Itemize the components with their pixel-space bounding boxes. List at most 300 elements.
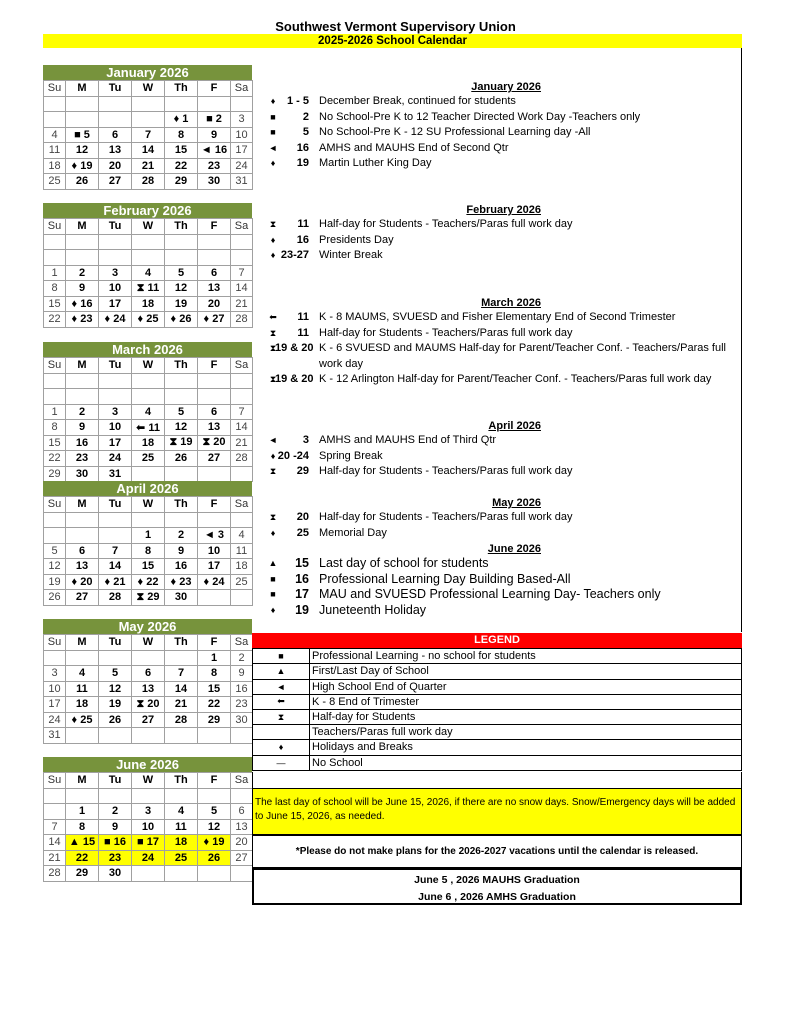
legend-label: K - 8 End of Trimester	[310, 694, 742, 709]
event-symbol-icon: ♦	[270, 250, 276, 260]
calendar-day	[99, 728, 132, 744]
event-item	[253, 572, 741, 588]
calendar-day: 15	[165, 143, 198, 159]
calendar-day: ♦ 24	[198, 574, 231, 590]
calendar-day: ♦ 26	[165, 312, 198, 328]
calendar-day: ♦ 25	[66, 712, 99, 728]
calendar-day: 28	[132, 174, 165, 190]
calendar-day: 8	[44, 420, 66, 436]
event-item	[253, 556, 741, 572]
calendar-day: 9	[99, 819, 132, 835]
legend-label: Holidays and Breaks	[310, 740, 742, 755]
weekday-header: Tu	[99, 81, 132, 97]
weekday-header: Tu	[99, 773, 132, 789]
calendar-day	[198, 389, 231, 405]
event-symbol-icon: ◄	[268, 435, 278, 445]
calendar-day: 1	[132, 528, 165, 544]
calendar-day: 5	[44, 543, 66, 559]
calendar-day: 9	[165, 543, 198, 559]
calendar-day	[66, 728, 99, 744]
calendar-day: 23	[99, 850, 132, 866]
calendar-day	[165, 96, 198, 112]
event-description: Memorial Day	[319, 526, 387, 539]
calendar-month-title: March 2026	[43, 342, 252, 357]
event-description: Winter Break	[319, 249, 383, 261]
calendar-day	[99, 112, 132, 128]
calendar-day: 10	[99, 420, 132, 436]
calendar-day	[165, 512, 198, 528]
calendar-day: 23	[66, 451, 99, 467]
calendar-day: 11	[231, 543, 253, 559]
weekday-header: F	[198, 497, 231, 513]
legend-symbol-icon: ▲	[253, 664, 310, 679]
event-item	[253, 310, 741, 326]
calendar-day: 9	[66, 420, 99, 436]
calendar-day	[132, 466, 165, 482]
calendar-day: 2	[66, 404, 99, 420]
calendar-day: 24	[132, 850, 165, 866]
weekday-header: F	[198, 773, 231, 789]
calendar-day	[165, 466, 198, 482]
weekday-header: Sa	[231, 635, 253, 651]
weekday-header: W	[132, 497, 165, 513]
calendar-day: 28	[231, 312, 253, 328]
weekday-header: Tu	[99, 219, 132, 235]
event-symbol-icon: ■	[270, 111, 276, 122]
calendar-day: ♦ 16	[66, 296, 99, 312]
event-description: No School-Pre K to 12 Teacher Directed Work Day -Teachers only	[319, 110, 641, 123]
calendar-day: 1	[66, 804, 99, 820]
calendar-day: 12	[165, 281, 198, 297]
calendar-day: 24	[44, 712, 66, 728]
weekday-header: Th	[165, 81, 198, 97]
events-month-title: February 2026	[466, 204, 541, 216]
weekday-header: F	[198, 219, 231, 235]
event-day: 16	[296, 141, 309, 154]
events-june	[253, 542, 741, 618]
weekday-header: W	[132, 358, 165, 374]
calendar-day: ♦ 25	[132, 312, 165, 328]
calendar-day	[44, 528, 66, 544]
calendar-day	[165, 650, 198, 666]
calendar-day	[231, 866, 253, 882]
calendar-day: 30	[99, 866, 132, 882]
event-symbol-icon: ▲	[268, 558, 278, 568]
calendar-day	[66, 788, 99, 804]
calendar-day: 26	[44, 590, 66, 606]
event-day: 5	[302, 126, 309, 138]
calendar-day: ◄ 16	[198, 143, 231, 159]
calendar-day	[44, 234, 66, 250]
calendar-day: 30	[231, 712, 253, 728]
event-symbol-icon: ♦	[270, 234, 276, 245]
calendar-day	[99, 373, 132, 389]
calendar-day: 6	[198, 404, 231, 420]
calendar-day: 18	[132, 296, 165, 312]
calendar-day: 13	[198, 281, 231, 297]
calendar-day	[66, 112, 99, 128]
calendar-day: 25	[132, 451, 165, 467]
event-item	[253, 217, 741, 233]
calendar-day	[44, 650, 66, 666]
calendar-day: 20	[231, 835, 253, 851]
event-symbol-icon: ⧗	[269, 327, 277, 338]
legend-label: Half-day for Students	[310, 709, 742, 724]
events-month-title: May 2026	[492, 497, 541, 509]
calendar-day: 18	[165, 835, 198, 851]
graduation-amhs: June 6 , 2026 AMHS Graduation	[418, 891, 576, 903]
calendar-day: 7	[132, 127, 165, 143]
event-symbol-icon: ⧗	[269, 466, 277, 476]
legend-row	[253, 725, 742, 740]
calendar-month-title: February 2026	[43, 203, 252, 218]
calendar-day	[231, 590, 253, 606]
calendar-day: 26	[198, 850, 231, 866]
event-symbol-icon: ♦	[270, 527, 276, 538]
legend-symbol-icon	[253, 725, 310, 740]
calendar-day: 7	[165, 666, 198, 682]
calendar-day: 27	[66, 590, 99, 606]
calendar-day	[198, 250, 231, 266]
calendar-day: 10	[99, 281, 132, 297]
calendar-day: ♦ 24	[99, 312, 132, 328]
weekday-header: Tu	[99, 358, 132, 374]
calendar-month	[43, 619, 252, 744]
calendar-day: 8	[66, 819, 99, 835]
calendar-day	[165, 389, 198, 405]
calendar-day: 25	[231, 574, 253, 590]
legend-symbol-icon: ♦	[253, 740, 310, 755]
event-day: 20	[296, 511, 309, 523]
event-description: Presidents Day	[319, 233, 394, 246]
calendar-day	[231, 250, 253, 266]
weekday-header: Th	[165, 497, 198, 513]
calendar-day: 1	[198, 650, 231, 666]
calendar-day: 20	[99, 158, 132, 174]
event-symbol-icon: ♦	[270, 450, 276, 461]
event-item	[253, 510, 741, 526]
calendar-day	[165, 866, 198, 882]
weekday-header: W	[132, 635, 165, 651]
calendar-day: 17	[99, 296, 132, 312]
calendar-day	[231, 788, 253, 804]
calendar-day	[132, 373, 165, 389]
legend-label: First/Last Day of School	[310, 664, 742, 679]
calendar-month-title: May 2026	[43, 619, 252, 634]
calendar-day: 2	[99, 804, 132, 820]
calendar-day: 7	[99, 543, 132, 559]
calendar-day: 8	[165, 127, 198, 143]
calendar-day: ▲ 15	[66, 835, 99, 851]
calendar-day: 6	[132, 666, 165, 682]
calendar-day: 19	[99, 697, 132, 713]
legend-symbol-icon: —	[253, 755, 310, 770]
event-description: K - 12 Arlington Half-day for Parent/Teacher Conf. - Teachers/Paras full work day	[319, 373, 712, 385]
calendar-day: 22	[44, 312, 66, 328]
calendar-day: 6	[99, 127, 132, 143]
calendar-day: ♦ 23	[165, 574, 198, 590]
calendar-day: 9	[198, 127, 231, 143]
event-day: 19 & 20	[275, 342, 314, 354]
event-description: Half-day for Students - Teachers/Paras full work day	[319, 465, 573, 477]
calendar-day	[231, 96, 253, 112]
event-symbol-icon: ⧗	[269, 219, 277, 229]
weekday-header: Tu	[99, 497, 132, 513]
weekday-header: Sa	[231, 358, 253, 374]
calendar-month-title: January 2026	[43, 65, 252, 80]
calendar-day	[198, 466, 231, 482]
calendar-day: 7	[44, 819, 66, 835]
calendar-month	[43, 481, 252, 606]
calendar-day: 26	[99, 712, 132, 728]
calendar-day: ◄ 3	[198, 528, 231, 544]
event-item	[253, 603, 741, 619]
calendar-day: 3	[99, 404, 132, 420]
calendar-day: 25	[165, 850, 198, 866]
calendar-day: 16	[165, 559, 198, 575]
calendar-day: 28	[99, 590, 132, 606]
weekday-header: Sa	[231, 497, 253, 513]
calendar-day: 26	[66, 174, 99, 190]
calendar-day	[66, 650, 99, 666]
calendar-day	[44, 373, 66, 389]
calendar-day: 9	[66, 281, 99, 297]
calendar-day	[99, 788, 132, 804]
calendar-day: 4	[44, 127, 66, 143]
event-item	[253, 110, 741, 126]
event-day: 20 -24	[277, 449, 309, 462]
calendar-day	[198, 234, 231, 250]
calendar-day: 27	[99, 174, 132, 190]
event-item	[253, 464, 741, 480]
calendar-day	[231, 728, 253, 744]
calendar-day: ♦ 19	[66, 158, 99, 174]
divider	[741, 48, 742, 632]
event-symbol-icon: ⧗	[269, 512, 277, 522]
event-day: 2	[302, 110, 309, 123]
weekday-header: Th	[165, 219, 198, 235]
graduation-mauhs: June 5 , 2026 MAUHS Graduation	[414, 874, 580, 886]
calendar-day: ♦ 1	[165, 112, 198, 128]
calendar-day	[165, 728, 198, 744]
calendar-day: 15	[132, 559, 165, 575]
calendar-day	[66, 528, 99, 544]
calendar-day	[198, 866, 231, 882]
calendar-day: 6	[198, 265, 231, 281]
event-description: Spring Break	[319, 449, 383, 462]
calendar-day: 14	[231, 281, 253, 297]
calendar-day: ♦ 20	[66, 574, 99, 590]
calendar-day: 12	[198, 819, 231, 835]
event-description: Last day of school for students	[319, 556, 489, 570]
legend-label: Professional Learning - no school for students	[310, 649, 742, 664]
event-day: 25	[296, 526, 309, 539]
event-day: 23-27	[280, 249, 309, 261]
calendar-day: 21	[231, 296, 253, 312]
calendar-day: 28	[231, 451, 253, 467]
calendar-day: 5	[165, 265, 198, 281]
calendar-day	[165, 234, 198, 250]
calendar-day	[99, 650, 132, 666]
calendar-day	[132, 788, 165, 804]
legend-title: LEGEND	[252, 633, 742, 648]
vacation-plans-note: *Please do not make plans for the 2026-2027 vacations until the calendar is released.	[252, 835, 742, 868]
calendar-day: 4	[231, 528, 253, 544]
calendar-day: 24	[99, 451, 132, 467]
calendar-day: ■ 5	[66, 127, 99, 143]
calendar-day: 26	[165, 451, 198, 467]
event-description: K - 8 MAUMS, SVUESD and Fisher Elementary End of Second Trimester	[319, 311, 676, 323]
calendar-day: 14	[99, 559, 132, 575]
calendar-day: 18	[44, 158, 66, 174]
calendar-day: 4	[66, 666, 99, 682]
calendar-day	[165, 250, 198, 266]
events-march	[253, 296, 741, 403]
legend-symbol-icon: ■	[253, 649, 310, 664]
event-day: 16	[295, 571, 309, 586]
calendar-day: 27	[198, 451, 231, 467]
calendar-day: 22	[198, 697, 231, 713]
calendar-day: 13	[66, 559, 99, 575]
weekday-header: Th	[165, 358, 198, 374]
calendar-day: 15	[44, 435, 66, 451]
calendar-day	[66, 389, 99, 405]
event-day: 11	[297, 311, 309, 323]
event-symbol-icon: ◄	[268, 142, 278, 153]
calendar-day: 13	[132, 681, 165, 697]
event-day: 3	[302, 434, 309, 446]
calendar-day	[44, 788, 66, 804]
calendar-day	[44, 512, 66, 528]
weekday-header: Su	[44, 497, 66, 513]
calendar-day: 29	[44, 466, 66, 482]
calendar-day: ⧗ 11	[132, 281, 165, 297]
calendar-day: 10	[132, 819, 165, 835]
event-item	[253, 156, 741, 172]
event-description: Martin Luther King Day	[319, 157, 432, 169]
calendar-day	[66, 512, 99, 528]
event-description: Juneteenth Holiday	[319, 602, 427, 617]
calendar-day: 24	[231, 158, 253, 174]
calendar-day: 1	[44, 404, 66, 420]
weekday-header: M	[66, 773, 99, 789]
calendar-day	[132, 96, 165, 112]
calendar-day: 29	[198, 712, 231, 728]
calendar-day	[165, 373, 198, 389]
calendar-day: 8	[132, 543, 165, 559]
weekday-header: M	[66, 219, 99, 235]
legend-label: High School End of Quarter	[310, 679, 742, 694]
weekday-header: Sa	[231, 773, 253, 789]
event-symbol-icon: ⧗	[269, 343, 277, 353]
event-day: 11	[297, 218, 309, 230]
events-february	[253, 203, 741, 264]
calendar-day: 17	[44, 697, 66, 713]
events-april	[253, 419, 741, 480]
event-item	[253, 94, 741, 110]
calendar-day: 14	[165, 681, 198, 697]
calendar-day: ♦ 21	[99, 574, 132, 590]
weekday-header: Th	[165, 635, 198, 651]
calendar-day: ⬅ 11	[132, 420, 165, 436]
calendar-day	[132, 650, 165, 666]
calendar-day: 6	[231, 804, 253, 820]
calendar-day: 28	[44, 866, 66, 882]
event-symbol-icon: ⧗	[269, 374, 277, 384]
calendar-day: 10	[44, 681, 66, 697]
calendar-day: 17	[231, 143, 253, 159]
calendar-day: 14	[132, 143, 165, 159]
event-symbol-icon: ■	[270, 127, 276, 137]
calendar-day: 15	[198, 681, 231, 697]
calendar-day: 4	[132, 404, 165, 420]
event-day: 29	[296, 465, 309, 477]
calendar-day: 12	[66, 143, 99, 159]
calendar-day: 2	[66, 265, 99, 281]
calendar-day	[198, 728, 231, 744]
calendar-day	[66, 250, 99, 266]
calendar-day: 19	[165, 296, 198, 312]
calendar-day: 13	[198, 420, 231, 436]
calendar-day: 5	[198, 804, 231, 820]
calendar-day: 6	[66, 543, 99, 559]
legend-symbol-icon: ⬅	[253, 694, 310, 709]
calendar-day: 31	[99, 466, 132, 482]
calendar-day	[198, 788, 231, 804]
legend-row	[253, 694, 742, 709]
calendar-day: 28	[165, 712, 198, 728]
calendar-day	[99, 234, 132, 250]
calendar-day	[66, 96, 99, 112]
weekday-header: Su	[44, 773, 66, 789]
calendar-day	[99, 96, 132, 112]
graduation-dates	[252, 868, 742, 905]
legend-symbol-icon: ⧗	[253, 709, 310, 724]
calendar-day	[44, 389, 66, 405]
calendar-day: 19	[44, 574, 66, 590]
calendar-day: 2	[231, 650, 253, 666]
event-day: 19	[296, 157, 309, 169]
calendar-day: 23	[231, 697, 253, 713]
weekday-header: M	[66, 635, 99, 651]
calendar-day: 9	[231, 666, 253, 682]
event-day: 17	[295, 587, 309, 601]
calendar-day	[231, 466, 253, 482]
calendar-day: 27	[132, 712, 165, 728]
calendar-day	[132, 728, 165, 744]
legend-symbol-icon: ◄	[253, 679, 310, 694]
event-item	[253, 587, 741, 603]
calendar-day: 11	[165, 819, 198, 835]
weekday-header: Sa	[231, 81, 253, 97]
event-description: No School-Pre K - 12 SU Professional Learning day -All	[319, 126, 591, 138]
legend-table	[252, 633, 742, 771]
calendar-day: ■ 16	[99, 835, 132, 851]
calendar-day: 3	[44, 666, 66, 682]
calendar-day	[132, 512, 165, 528]
event-day: 1 - 5	[286, 95, 309, 107]
event-item	[253, 372, 741, 403]
calendar-day: 18	[231, 559, 253, 575]
event-item	[253, 141, 741, 157]
legend-row	[253, 664, 742, 679]
calendar-day: 30	[198, 174, 231, 190]
event-day: 16	[296, 233, 309, 246]
weekday-header: M	[66, 497, 99, 513]
legend-label: Teachers/Paras full work day	[310, 725, 742, 740]
weekday-header: W	[132, 81, 165, 97]
calendar-day: 15	[44, 296, 66, 312]
